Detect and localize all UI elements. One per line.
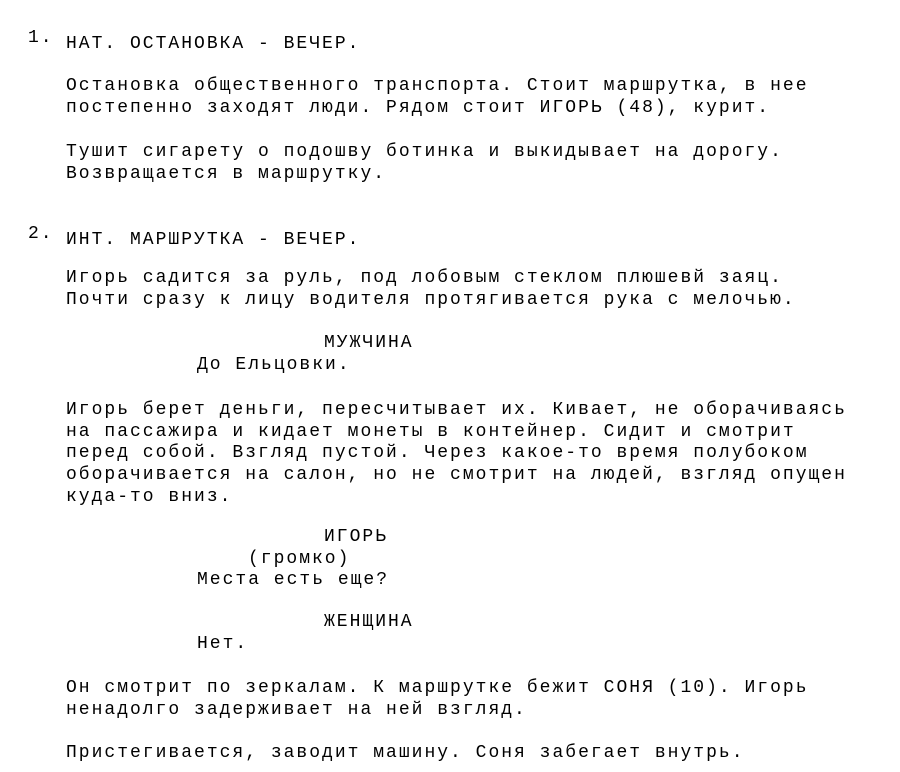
character-name: ИГОРЬ [324, 527, 389, 547]
action-line: Пристегивается, заводит машину. Соня забегает внутрь. [66, 743, 745, 763]
dialogue-line: Места есть еще? [197, 570, 390, 591]
action-line: куда-то вниз. [66, 486, 233, 507]
action-block [0, 400, 900, 509]
action-line: Он смотрит по зеркалам. К маршрутке бежит СОНЯ (10). Игорь [66, 678, 809, 698]
scene-heading: НАТ. ОСТАНОВКА - ВЕЧЕР. [66, 34, 361, 54]
dialogue-block [0, 612, 900, 655]
action-line: Игорь берет деньги, пересчитывает их. Кивает, не оборачиваясь [66, 400, 847, 420]
dialogue-line: До Ельцовки. [197, 354, 351, 375]
dialogue-line: Нет. [197, 633, 249, 654]
action-line: Тушит сигарету о подошву ботинка и выкидывает на дорогу. [66, 142, 783, 162]
action-line: Почти сразу к лицу водителя протягивается рука с мелочью. [66, 289, 796, 310]
action-line: ненадолго задерживает на ней взгляд. [66, 699, 527, 720]
action-line: оборачивается на салон, но не смотрит на людей, взгляд опущен [66, 465, 847, 486]
action-line: на пассажира и кидает монеты в контейнер. Сидит и смотрит [66, 421, 796, 442]
action-block [0, 76, 900, 119]
scene-number: 2. [28, 224, 54, 244]
action-block [0, 678, 900, 721]
dialogue-block [0, 527, 900, 592]
scene-heading-block [0, 224, 900, 252]
action-block [0, 268, 900, 311]
scene-heading-block [0, 28, 900, 56]
character-name: МУЖЧИНА [324, 333, 414, 353]
scene-heading: ИНТ. МАРШРУТКА - ВЕЧЕР. [66, 230, 361, 250]
scene-number: 1. [28, 28, 54, 48]
character-name: ЖЕНЩИНА [324, 612, 414, 632]
action-line: Остановка общественного транспорта. Стоит маршрутка, в нее [66, 76, 809, 96]
action-block [0, 142, 900, 185]
action-line: Возвращается в маршрутку. [66, 163, 387, 184]
parenthetical: (громко) [248, 548, 351, 569]
action-block [0, 743, 900, 765]
action-line: постепенно заходят люди. Рядом стоит ИГОРЬ (48), курит. [66, 97, 771, 118]
dialogue-block [0, 333, 900, 376]
action-line: перед собой. Взгляд пустой. Через какое-то время полубоком [66, 443, 809, 464]
action-line: Игорь садится за руль, под лобовым стеклом плюшевй заяц. [66, 268, 783, 288]
